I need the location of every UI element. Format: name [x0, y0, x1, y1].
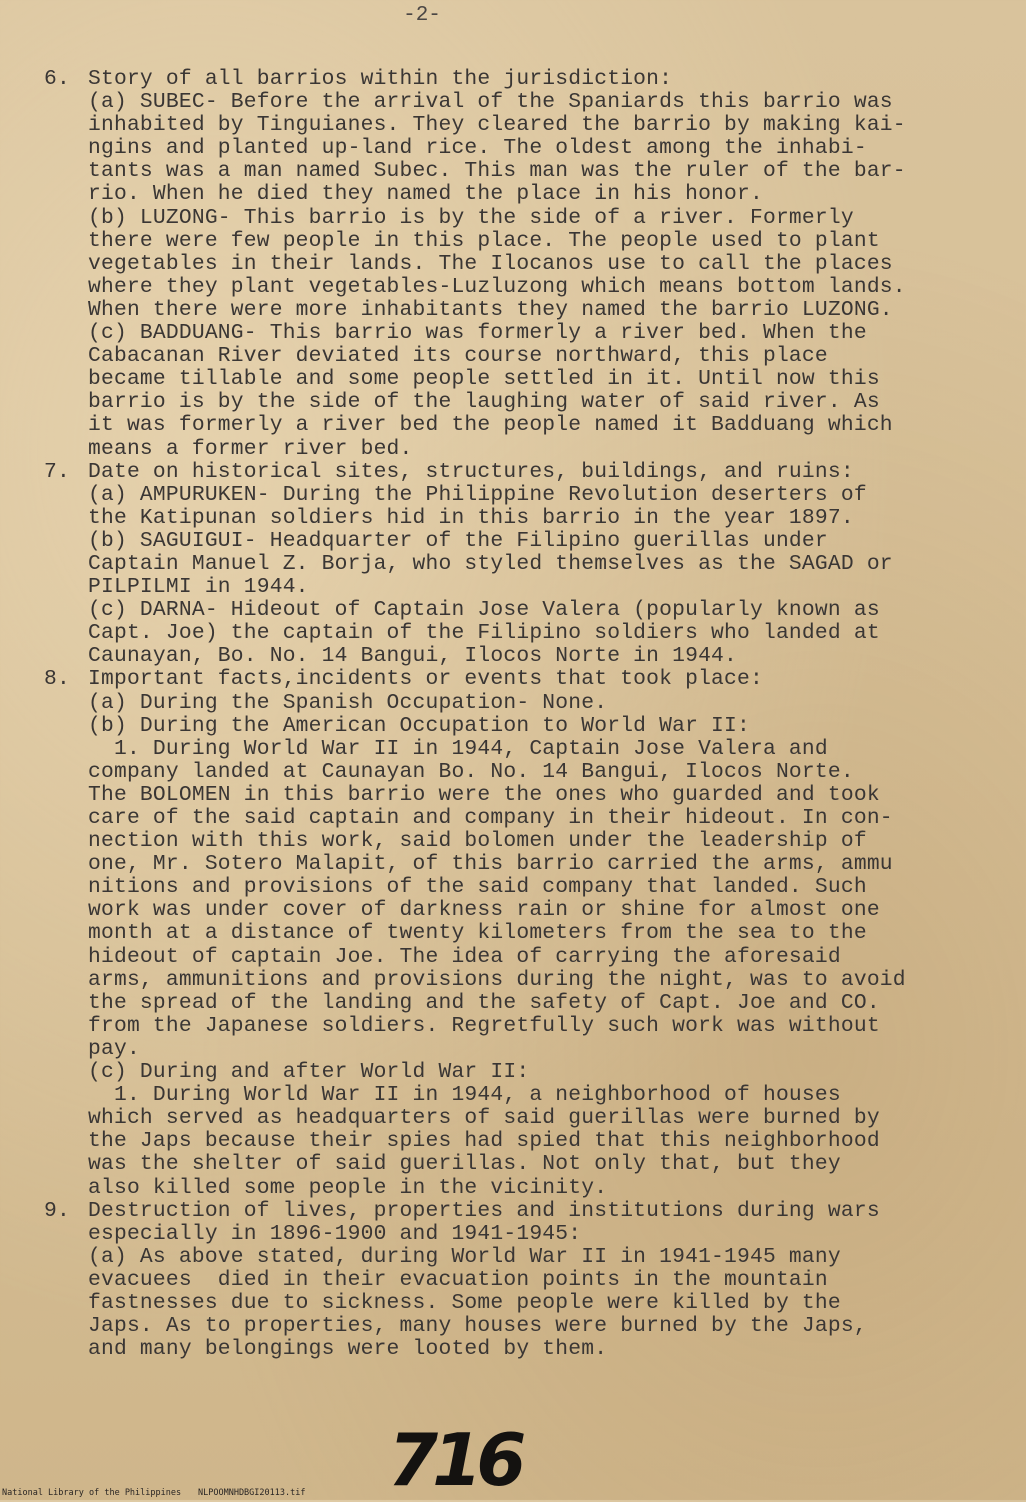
document-body [44, 68, 984, 1361]
text-line: Captain Manuel Z. Borja, who styled themselves as the SAGAD or [88, 551, 893, 576]
text-line: rio. When he died they named the place in his honor. [88, 182, 763, 207]
text-line: became tillable and some people settled in it. Until now this [88, 367, 880, 392]
text-line: (b) SAGUIGUI- Headquarter of the Filipino guerillas under [88, 528, 828, 553]
section-lines [88, 1200, 984, 1362]
text-line: and many belongings were looted by them. [88, 1337, 608, 1362]
text-line: which served as headquarters of said guerillas were burned by [88, 1106, 880, 1131]
section-8 [44, 668, 984, 1199]
text-line: Important facts,incidents or events that took place: [88, 667, 763, 692]
section-7 [44, 461, 984, 669]
text-line: ngins and planted up-land rice. The oldest among the inhabi- [88, 136, 867, 161]
text-line: it was formerly a river bed the people named it Badduang which [88, 413, 893, 438]
text-line: there were few people in this place. The people used to plant [88, 228, 880, 253]
section-lines [88, 68, 984, 461]
text-line: inhabited by Tinguianes. They cleared the barrio by making kai- [88, 113, 906, 138]
text-line: hideout of captain Joe. The idea of carrying the aforesaid [88, 944, 841, 969]
text-line: PILPILMI in 1944. [88, 575, 309, 600]
text-line: nection with this work, said bolomen under the leadership of [88, 829, 867, 854]
text-line: Japs. As to properties, many houses were burned by the Japs, [88, 1314, 867, 1339]
text-line: Destruction of lives, properties and institutions during wars [88, 1198, 880, 1223]
text-line: barrio is by the side of the laughing water of said river. As [88, 390, 880, 415]
text-line: pay. [88, 1036, 140, 1061]
text-line: means a former river bed. [88, 436, 413, 461]
text-line: Date on historical sites, structures, buildings, and ruins: [88, 459, 854, 484]
text-line: Caunayan, Bo. No. 14 Bangui, Ilocos Norte in 1944. [88, 644, 738, 669]
text-line: especially in 1896-1900 and 1941-1945: [88, 1221, 582, 1246]
section-9 [44, 1200, 984, 1362]
footer-library-name: National Library of the Philippines [2, 1488, 182, 1498]
text-line: (c) DARNA- Hideout of Captain Jose Valera (popularly known as [88, 598, 880, 623]
text-line: the Japs because their spies had spied that this neighborhood [88, 1129, 880, 1154]
text-line: month at a distance of twenty kilometers from the sea to the [88, 921, 867, 946]
text-line: (a) During the Spanish Occupation- None. [88, 690, 608, 715]
text-line: 1. During World War II in 1944, Captain Jose Valera and [88, 736, 828, 761]
text-line: care of the said captain and company in their hideout. In con- [88, 806, 893, 830]
text-line: work was under cover of darkness rain or shine for almost one [88, 898, 880, 923]
text-line: (c) BADDUANG- This barrio was formerly a river bed. When the [88, 321, 867, 346]
text-line: arms, ammunitions and provisions during the night, was to avoid [88, 967, 906, 992]
text-line: (a) As above stated, during World War II in 1941-1945 many [88, 1244, 841, 1269]
text-line: Cabacanan River deviated its course northward, this place [88, 344, 828, 369]
text-line: tants was a man named Subec. This man was the ruler of the bar- [88, 159, 906, 184]
section-lines [88, 668, 984, 1199]
text-line: also killed some people in the vicinity. [88, 1175, 608, 1200]
text-line: from the Japanese soldiers. Regretfully such work was without [88, 1013, 880, 1038]
text-line: Capt. Joe) the captain of the Filipino soldiers who landed at [88, 621, 880, 646]
text-line: Story of all barrios within the jurisdiction: [88, 67, 673, 91]
text-line: the Katipunan soldiers hid in this barrio in the year 1897. [88, 505, 854, 530]
section-lines [88, 461, 984, 669]
text-line: When there were more inhabitants they named the barrio LUZONG. [88, 297, 893, 322]
text-line: 1. During World War II in 1944, a neighborhood of houses [88, 1083, 841, 1108]
text-line: one, Mr. Sotero Malapit, of this barrio carried the arms, ammu [88, 852, 893, 877]
section-number: 9. [44, 1198, 70, 1223]
text-line: (b) LUZONG- This barrio is by the side of a river. Formerly [88, 205, 854, 230]
text-line: The BOLOMEN in this barrio were the ones who guarded and took [88, 782, 880, 807]
text-line: nitions and provisions of the said company that landed. Such [88, 875, 867, 900]
text-line: where they plant vegetables-Luzluzong which means bottom lands. [88, 274, 906, 299]
text-line: fastnesses due to sickness. Some people were killed by the [88, 1290, 841, 1315]
text-line: (c) During and after World War II: [88, 1060, 530, 1085]
text-line: company landed at Caunayan Bo. No. 14 Bangui, Ilocos Norte. [88, 759, 854, 784]
text-line: was the shelter of said guerillas. Not only that, but they [88, 1152, 841, 1177]
text-line: (a) SUBEC- Before the arrival of the Spaniards this barrio was [88, 90, 893, 115]
text-line: evacuees died in their evacuation points in the mountain [88, 1267, 828, 1292]
text-line: vegetables in their lands. The Ilocanos use to call the places [88, 251, 893, 276]
text-line: the spread of the landing and the safety of Capt. Joe and CO. [88, 990, 880, 1015]
section-number: 7. [44, 459, 70, 484]
text-line: (a) AMPURUKEN- During the Philippine Revolution deserters of [88, 482, 867, 507]
footer-file-name: NLPOOMNHDBGI20113.tif [198, 1488, 306, 1498]
section-6 [44, 68, 984, 461]
section-number: 6. [44, 67, 70, 91]
handwritten-page-number: 716 [388, 1418, 521, 1502]
section-number: 8. [44, 667, 70, 692]
page-number: -2- [403, 4, 441, 27]
text-line: (b) During the American Occupation to World War II: [88, 713, 750, 738]
